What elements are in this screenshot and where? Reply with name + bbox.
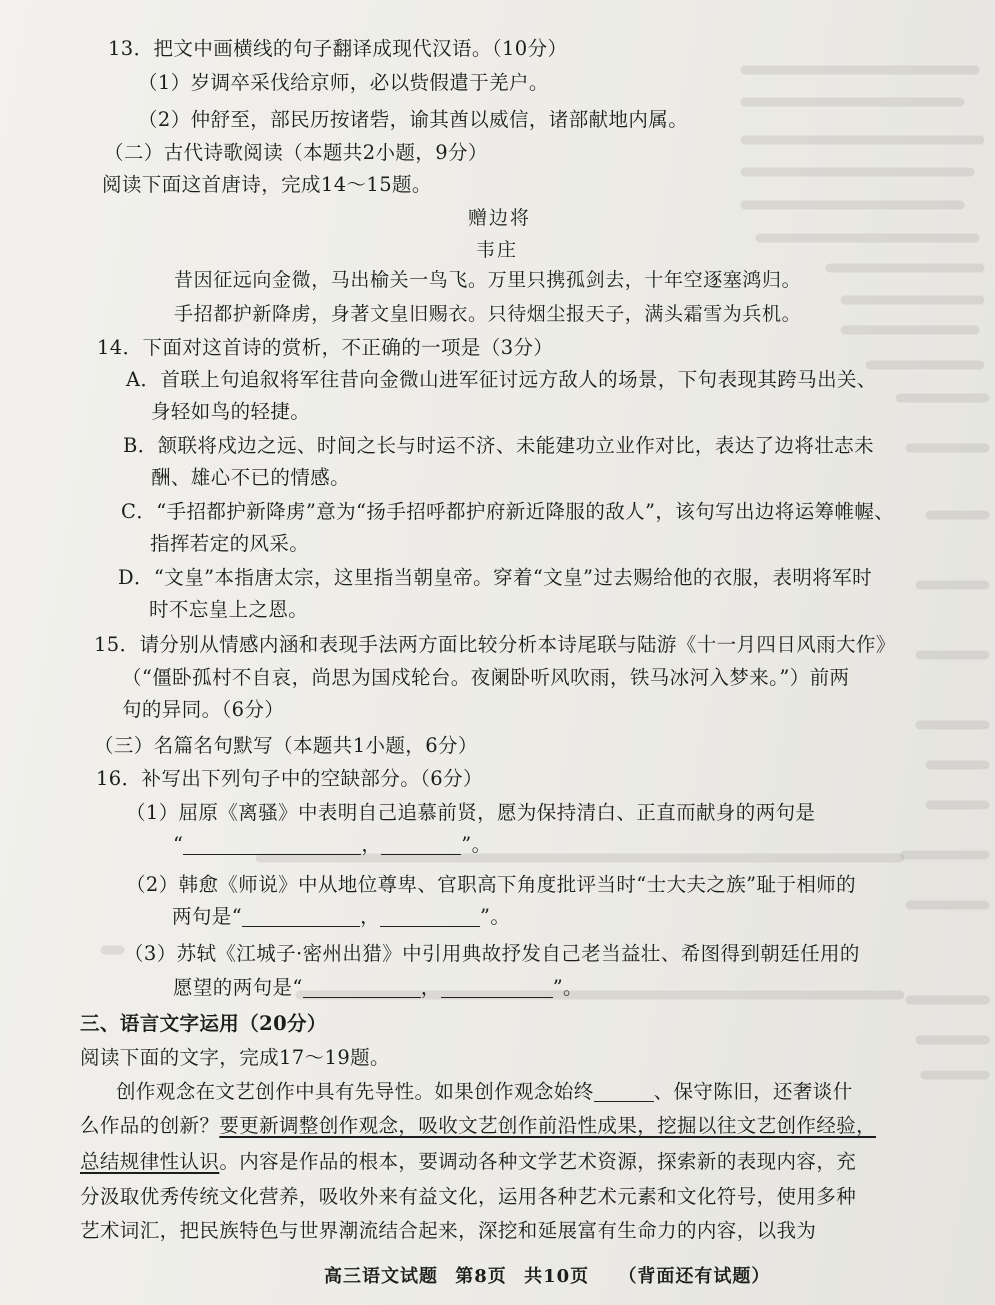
passage-line-1 <box>116 1079 853 1105</box>
passage-text: 。内容是作品的根本，要调动各种文学艺术资源，探索新的表现内容，充 <box>219 1150 857 1173</box>
q14-option-b-line1: B．颔联将戍边之远、时间之长与时运不济、未能建功立业作对比，表达了边将壮志未 <box>123 434 875 457</box>
passage-line-3 <box>80 1149 856 1175</box>
q15-line-2: （“僵卧孤村不自哀，尚思为国戍轮台。夜阑卧听风吹雨，铁马冰河入梦来。”）前两 <box>122 666 850 689</box>
poem-author: 韦庄 <box>476 239 519 261</box>
q14-option-d-line1: D．“文皇”本指唐太宗，这里指当朝皇帝。穿着“文皇”过去赐给他的衣服，表明将军时 <box>118 566 873 589</box>
q14-option-b-line2: 酬、雄心不已的情感。 <box>151 466 351 489</box>
footer-page-number: 第8页 <box>455 1266 507 1287</box>
answer-blank[interactable] <box>242 904 360 927</box>
close-quote: ”。 <box>552 976 583 999</box>
close-quote: ”。 <box>479 905 511 928</box>
comma: ， <box>360 905 380 928</box>
q14-stem: 14．下面对这首诗的赏析，不正确的一项是（3分） <box>97 336 554 359</box>
poem-line-2: 手招都护新降虏，身著文皇旧赐衣。只待烟尘报天子，满头霜雪为兵机。 <box>174 303 802 325</box>
poem-title: 赠边将 <box>468 207 532 229</box>
q14-option-d-line2: 时不忘皇上之恩。 <box>149 598 309 621</box>
q16-item-2-blanks <box>172 904 510 930</box>
passage-text: 么作品的创新？ <box>80 1114 220 1137</box>
answer-blank[interactable] <box>381 832 461 855</box>
underlined-sentence: 总结规律性认识 <box>80 1150 220 1173</box>
footer-total-pages: 共10页 <box>524 1266 590 1287</box>
section-3-header: （三）名篇名句默写（本题共1小题，6分） <box>94 734 478 757</box>
q16-item-2-line1: （2）韩愈《师说》中从地位尊卑、官职高下角度批评当时“士大夫之族”耻于相师的 <box>126 873 857 896</box>
answer-blank[interactable] <box>441 975 553 998</box>
q14-option-a-line2: 身轻如鸟的轻捷。 <box>151 400 311 423</box>
q16-item-3-line1: （3）苏轼《江城子·密州出猎》中引用典故抒发自己老当益壮、希图得到朝廷任用的 <box>124 942 860 965</box>
underlined-sentence: 要更新调整创作观念，吸收文艺创作前沿性成果，挖掘以往文艺创作经验， <box>219 1114 877 1137</box>
q13-sentence-2: （2）仲舒至，部民历按诸砦，谕其酋以威信，诸部献地内属。 <box>138 108 689 131</box>
open-quote: “ <box>173 833 184 856</box>
passage-line-4: 分汲取优秀传统文化营养，吸收外来有益文化，运用各种艺术元素和文化符号，使用多种 <box>80 1185 857 1208</box>
part-3-intro: 阅读下面的文字，完成17～19题。 <box>80 1046 390 1069</box>
q13-stem: 13．把文中画横线的句子翻译成现代汉语。（10分） <box>108 37 568 60</box>
passage-text: 创作观念在文艺创作中具有先导性。如果创作观念始终 <box>116 1080 594 1103</box>
passage-blank[interactable] <box>594 1079 654 1102</box>
passage-line-5: 艺术词汇，把民族特色与世界潮流结合起来，深挖和延展富有生命力的内容，以我为 <box>80 1219 817 1242</box>
q16-item-1-blanks <box>173 832 492 858</box>
q15-line-1: 15．请分别从情感内涵和表现手法两方面比较分析本诗尾联与陆游《十一月四日风雨大作》 <box>94 633 896 656</box>
q14-option-a-line1: A．首联上句追叙将军往昔向金微山进军征讨远方敌人的场景，下句表现其跨马出关、 <box>126 368 877 391</box>
footer-note: （背面还有试题） <box>618 1266 771 1287</box>
comma: ， <box>420 976 441 999</box>
answer-blank[interactable] <box>380 904 480 927</box>
answer-blank[interactable] <box>183 832 361 855</box>
comma: ， <box>361 833 382 856</box>
footer-exam-name: 高三语文试题 <box>324 1266 438 1287</box>
part-3-header: 三、语言文字运用（20分） <box>80 1012 327 1035</box>
prefix: 愿望的两句是“ <box>173 976 303 999</box>
page-footer <box>324 1264 770 1290</box>
q15-line-3: 句的异同。（6分） <box>122 698 285 721</box>
q16-item-1-line1: （1）屈原《离骚》中表明自己追慕前贤，愿为保持清白、正直而献身的两句是 <box>126 801 816 824</box>
q14-option-c-line1: C．“手招都护新降虏”意为“扬手招呼都护府新近降服的敌人”，该句写出边将运筹帷幄、 <box>121 500 895 523</box>
passage-line-2 <box>80 1113 876 1139</box>
poem-line-1: 昔因征远向金微，马出榆关一鸟飞。万里只携孤剑去，十年空逐塞鸿归。 <box>174 269 802 291</box>
q16-item-3-blanks <box>173 975 583 1001</box>
close-quote: ”。 <box>461 833 492 856</box>
passage-text: 、保守陈旧，还奢谈什 <box>653 1080 853 1103</box>
section-2-intro: 阅读下面这首唐诗，完成14～15题。 <box>102 173 432 196</box>
section-2-header: （二）古代诗歌阅读（本题共2小题，9分） <box>104 141 488 164</box>
answer-blank[interactable] <box>303 975 421 998</box>
q13-sentence-1: （1）岁调卒采伐给京师，必以赀假遣于羌户。 <box>138 71 549 94</box>
q14-option-c-line2: 指挥若定的风采。 <box>150 532 310 555</box>
prefix: 两句是“ <box>172 905 243 928</box>
q16-stem: 16．补写出下列句子中的空缺部分。（6分） <box>96 767 483 790</box>
